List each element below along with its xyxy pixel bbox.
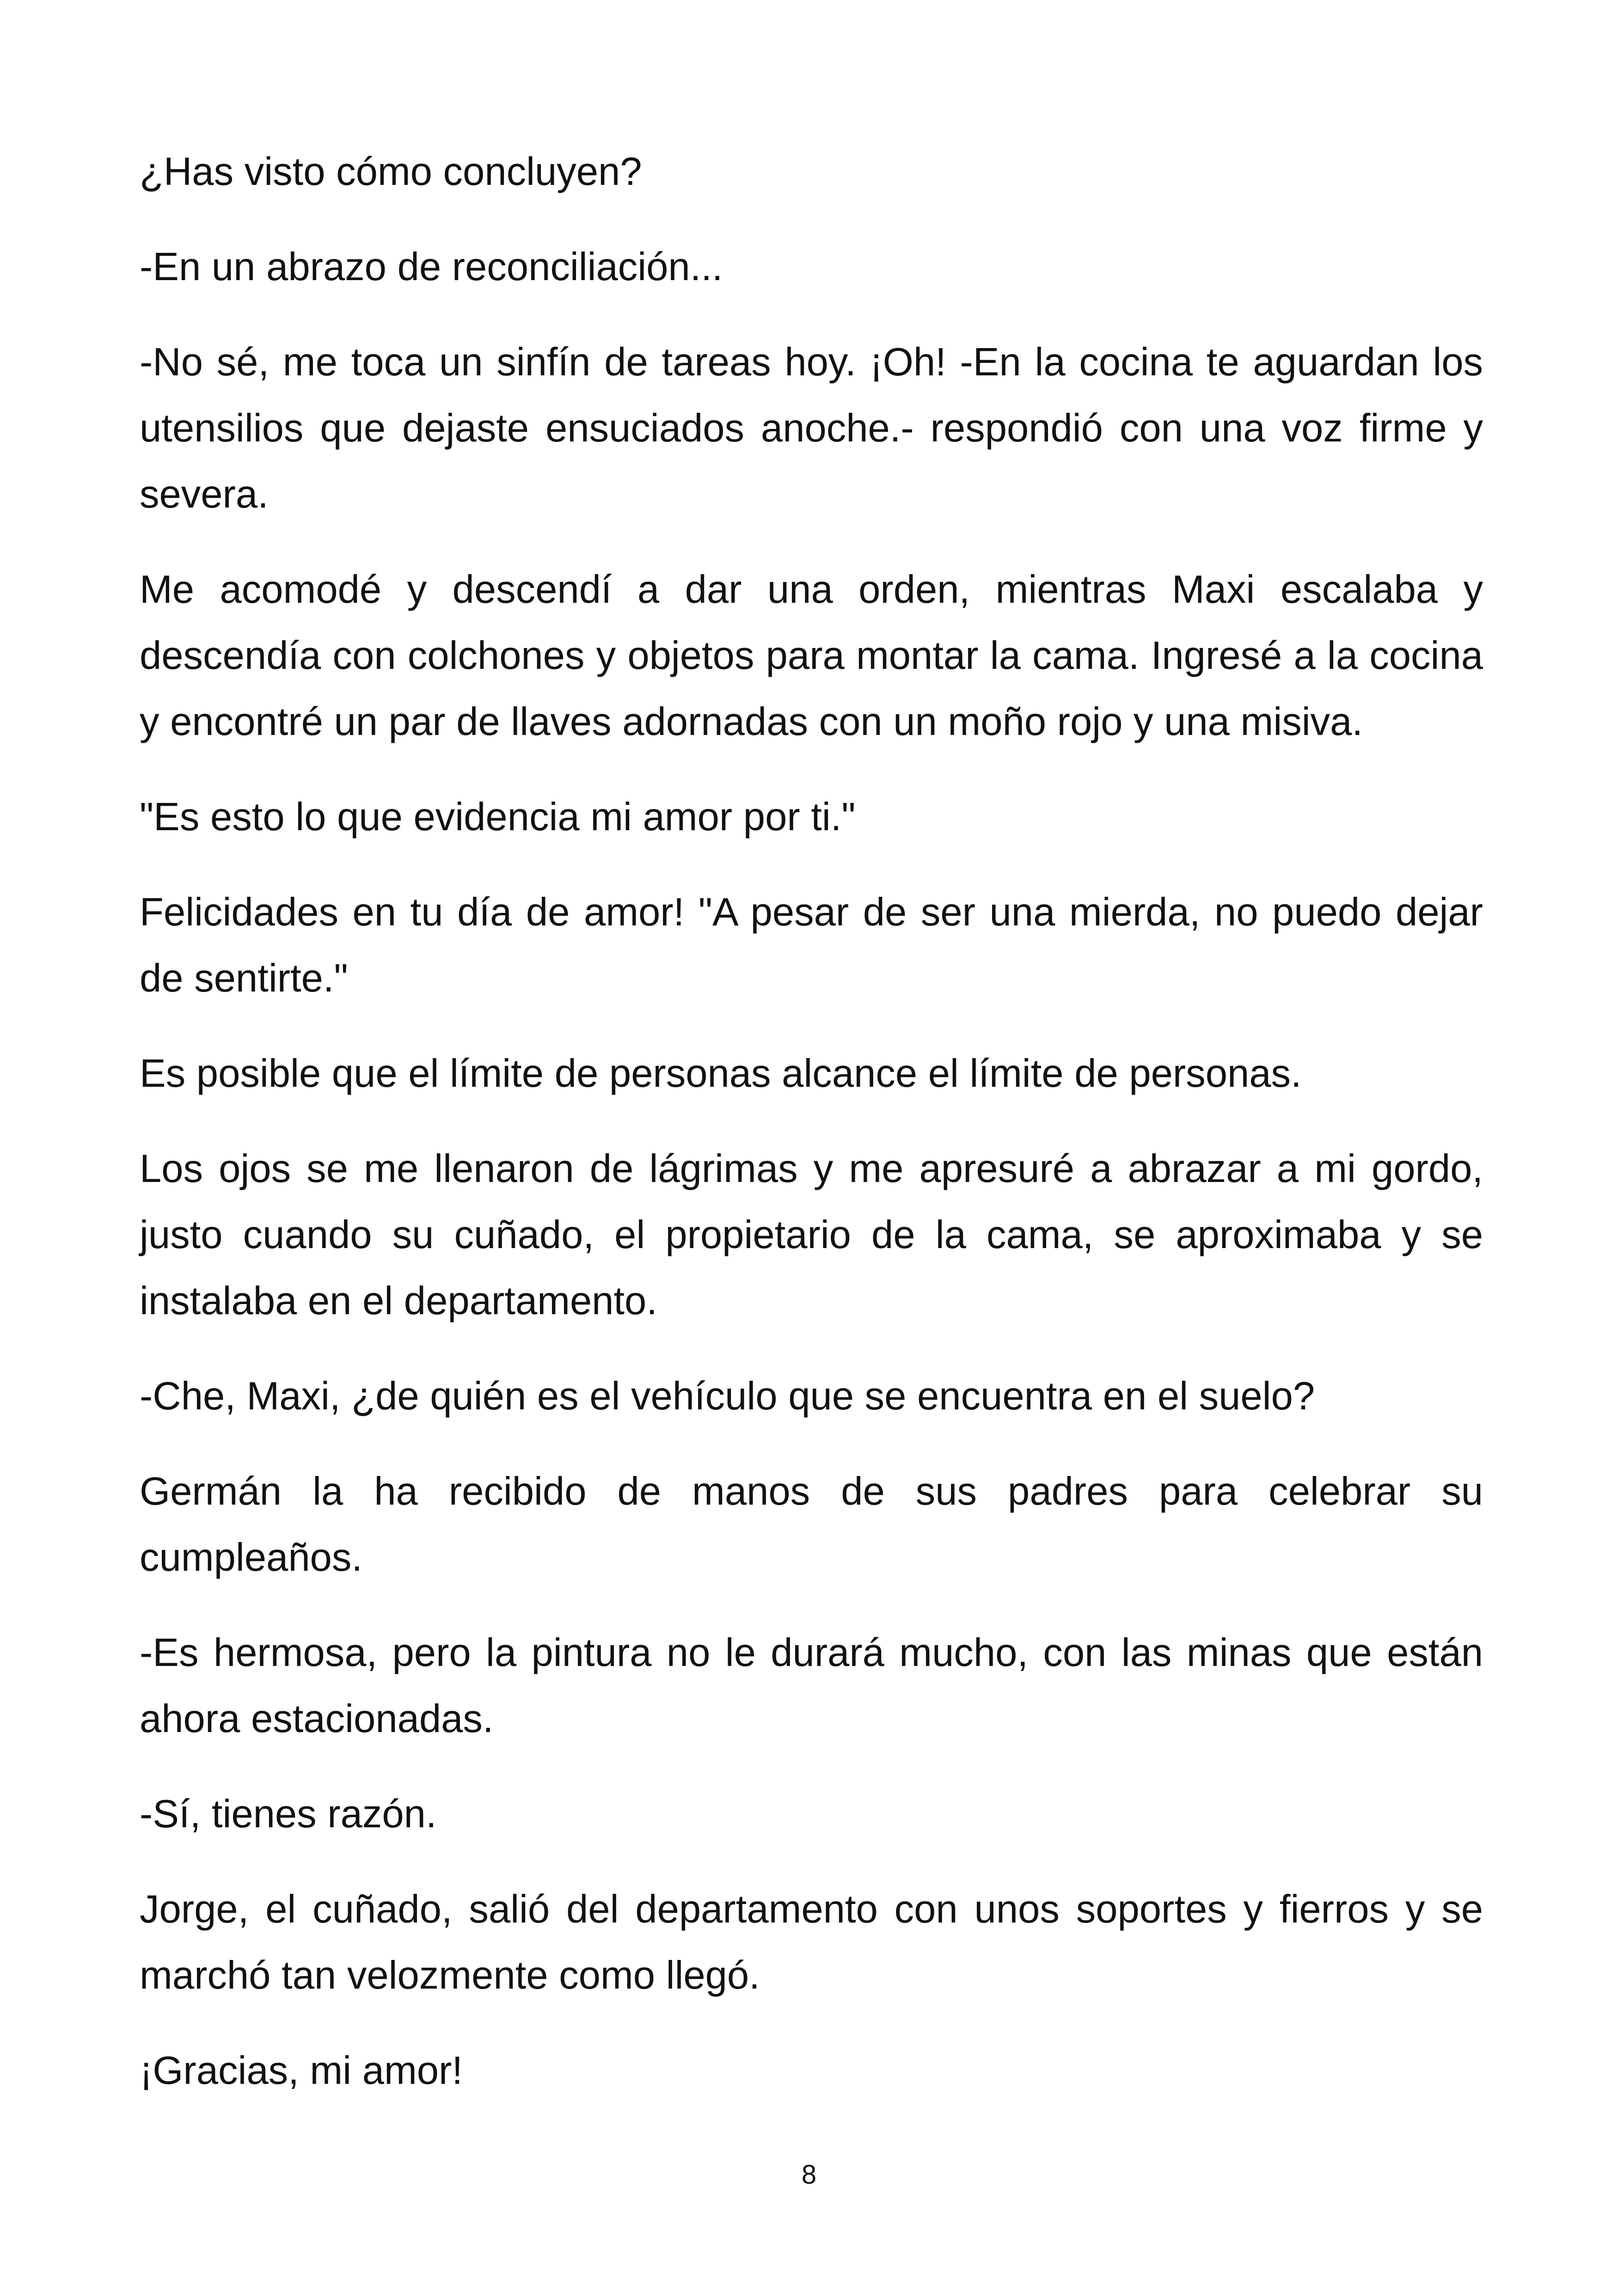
- paragraph: -Es hermosa, pero la pintura no le durará mucho, con las minas que están ahora estacionadas.: [140, 1631, 1483, 1741]
- paragraph: Los ojos se me llenaron de lágrimas y me apresuré a abrazar a mi gordo, justo cuando su cuñado, el propietario de la cama, se aproximaba y se instalaba en el departamento.: [140, 1147, 1483, 1323]
- paragraph: -Sí, tienes razón.: [140, 1792, 437, 1836]
- paragraph: "Es esto lo que evidencia mi amor por ti.": [140, 795, 856, 839]
- paragraph: Felicidades en tu día de amor! "A pesar de ser una mierda, no puedo dejar de sentirte.": [140, 890, 1483, 1000]
- paragraph: Es posible que el límite de personas alcance el límite de personas.: [140, 1052, 1302, 1096]
- paragraph: ¡Gracias, mi amor!: [140, 2049, 463, 2093]
- paragraph: -Che, Maxi, ¿de quién es el vehículo que se encuentra en el suelo?: [140, 1374, 1315, 1418]
- paragraph: Jorge, el cuñado, salió del departamento con unos soportes y fierros y se marchó tan velozmente como llegó.: [140, 1887, 1483, 1997]
- page-number: 8: [801, 2160, 817, 2190]
- paragraph: Me acomodé y descendí a dar una orden, mientras Maxi escalaba y descendía con colchones y objetos para montar la cama. Ingresé a la cocina y encontré un par de llaves adornadas con un moño rojo y una misiva.: [140, 568, 1483, 744]
- paragraph: -En un abrazo de reconciliación...: [140, 245, 723, 289]
- paragraph: ¿Has visto cómo concluyen?: [140, 150, 642, 194]
- paragraph: -No sé, me toca un sinfín de tareas hoy. ¡Oh! -En la cocina te aguardan los utensilios que dejaste ensuciados anoche.- respondió con una voz firme y severa.: [140, 340, 1483, 516]
- paragraph: Germán la ha recibido de manos de sus padres para celebrar su cumpleaños.: [140, 1469, 1483, 1580]
- body-text: [140, 139, 1483, 2133]
